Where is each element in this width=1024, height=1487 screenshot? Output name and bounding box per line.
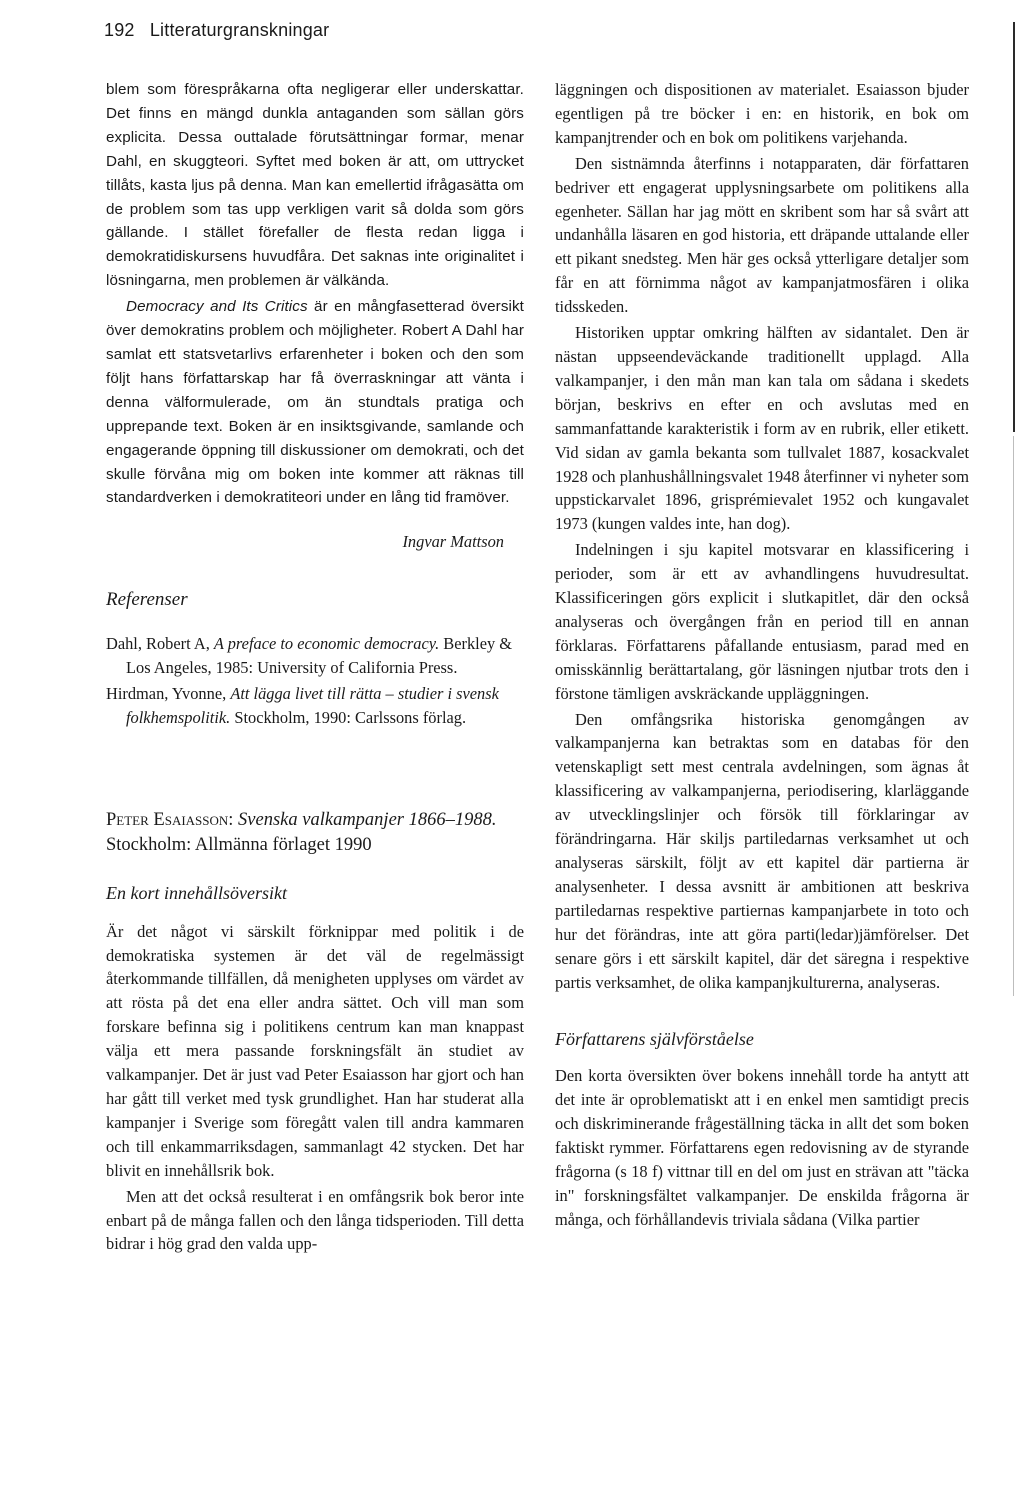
reference-title: Att lägga livet till rätta – studier i svensk folkhemspolitik. [126,683,499,727]
running-title: Litteraturgranskningar [149,20,330,40]
reference-publication: Stockholm, 1990: Carlssons förlag. [230,707,467,727]
right-paragraph-2: Den sistnämnda återfinns i notapparaten, där författaren bedriver ett engagerat upplysningsarbete om politikens alla egenheter. Sällan har jag mött en skribent som har så svårt att undanhålla läsaren en god historia, ett dräpande uttalande eller ett pikant snedsteg. Men här ges också ytterligare detaljer som får en att förnimma något av kampanjatmosfären i olika tidsskeden. [555,153,969,317]
book-title-inline: Democracy and Its Critics [126,298,308,316]
left-paragraph-2 [106,295,524,510]
reference-item [106,632,524,680]
right-paragraph-5: Den omfångsrika historiska genomgången av valkampanjerna kan betraktas som en databas för den vetenskapligt sett mest centrala avdelningen, som ägnas åt klassificering av valkampanjerna, periodisering, klarläggande av utvecklingslinjer och försök till förklaringar av förändringarna. Här skiljs partiledarnas verksamhet ut och analyseras särskilt, följt av ett kapitel där partierna är analysenheter. I dessa avsnitt är ambitionen att beskriva partiledarnas respektive partiernas kampanjarbete in toto och hur det förändras, inte att göra parti(ledar)jämförelser. Det senare görs i ett särskilt kapitel, där det säregna i respektive partis verksamhet, de olika kampanjkulturerna, analyseras. [555,709,969,992]
margin-rule [1013,22,1015,432]
right-paragraph-6: Den korta översikten över bokens innehåll torde ha antytt att det inte är oproblematiskt att i en enkel men samtidigt precis och diskriminerande frågeställning täcka in allt det som boken faktiskt rymmer. Författarens egen redovisning av de styrande frågorna (s 18 f) vittnar till en del om just en strävan att "täcka in" forskningsfältet valkampanjer. De enskilda frågorna är många, och förhållandevis triviala sådana (Vilka partier [555,1066,969,1229]
reviewed-book-heading [106,808,524,858]
right-paragraph-4: Indelningen i sju kapitel motsvarar en klassificering i perioder, som är ett av avhandlingens huvudresultat. Klassificeringen görs explicit i slutkapitlet, där den också analyseras och övergången från en period till en annan förklaras. Författarens påfallande entusiasm, parad med en omisskännlig berättartalang, gör läsningen njutbar trots den i förstone tämligen avskräckande uppläggningen. [555,540,969,703]
right-column [555,78,969,1232]
right-paragraph-3: Historiken upptar omkring hälften av sidantalet. Den är nästan uppseendeväckande traditionellt upplagd. Alla valkampanjer, i den mån man kan tala om sådana i skedets början, beskrivs en efter en och avslutas med en sammanfattande karakteristik i form av en rubrik, eller etikett. Vid sidan av gamla bekanta som tullvalet 1887, kosackvalet 1928 och planhushållningsvalet 1948 återfinner vi nyheter som uppstickarvalet 1896, grisprémievalet 1952 och kungavalet 1973 (kungen valdes inte, han dog). [555,323,969,534]
left-paragraph-2-text: är en mångfasetterad översikt över demokratins problem och möjligheter. Robert A Dahl har samlat ett statsvetarlivs erfarenheter i boken och den som följt hans författarskap har få överraskningar att vänta i denna välformulerade, om än stundtals pratiga och upprepande text. Boken är en insiktsgivande, samlande och engagerande öppning till diskussioner om demokrati, och det skulle förvåna mig om boken inte kommer att räknas till standardverken i demokratiteori under en lång tid framöver. [106,298,525,507]
reviewed-book-author: Peter Esaiasson: [106,809,239,830]
page-number: 192 [104,20,135,40]
reference-publication: Berkley & Los Angeles, 1985: University of California Press. [126,634,513,678]
reviewed-book-title: Svenska valkampanjer 1866–1988. [238,809,497,830]
left-column [106,78,524,1256]
section-heading: En kort innehållsöversikt [106,882,287,903]
left-paragraph-1: blem som förespråkarna ofta negligerar eller underskattar. Det finns en mängd dunkla antaganden som sällan görs explicita. Dessa outtalade förutsättningar formar, menar Dahl, en skuggteori. Syftet med boken är att, om uttrycket tillåts, kasta ljus på denna. Man kan emellertid ifrågasätta om de problem som tas upp verkligen varit så dolda som görs gällande. I stället förefaller de flesta redan ligga i demokratidiskursens huvudfåra. Det saknas inte originalitet i lösningarna, men problemen är välkända. [106,81,524,290]
margin-rule-faint [1013,436,1014,996]
reference-item [106,682,524,730]
left-paragraph-4: Men att det också resulterat i en omfångsrik bok beror inte enbart på de många fallen och den långa tidsperioden. Till detta bidrar i hög grad den valda upp- [106,1186,524,1254]
references-heading: Referenser [106,589,188,611]
left-paragraph-3: Är det något vi särskilt förknippar med politik i de demokratiska systemen är det väl de regelmässigt återkommande tillfällen, då menigheten upplyses om värdet av att rösta på det ena eller andra sättet. Och vill man som forskare befinna sig i politikens centrum kan man knappast välja ett mera passande forskningsfält än studiet av valkampanjer. Det är just vad Peter Esaiasson har gjort och han har gått till verket med tysk grundlighet. Han har studerat alla kampanjer i Sverige som föregått valen till andra kammaren och till enkammarriksdagen, sammanlagt 42 stycken. Det har blivit en innehållsrik bok. [106,921,524,1180]
reference-title: A preface to economic democracy. [213,634,440,654]
section-heading: Författarens självförståelse [555,1029,754,1050]
right-paragraph-1: läggningen och dispositionen av materialet. Esaiasson bjuder egentligen på tre böcker i en: en historik, en bok om kampanjtrender och en bok om politikens varjehanda. [555,80,969,147]
reference-author: Dahl, Robert A, [106,634,214,654]
reviewed-book-publisher: Stockholm: Allmänna förlaget 1990 [106,834,372,855]
running-header [104,20,329,41]
reference-author: Hirdman, Yvonne, [106,683,231,703]
review-signature: Ingvar Mattson [402,532,504,552]
